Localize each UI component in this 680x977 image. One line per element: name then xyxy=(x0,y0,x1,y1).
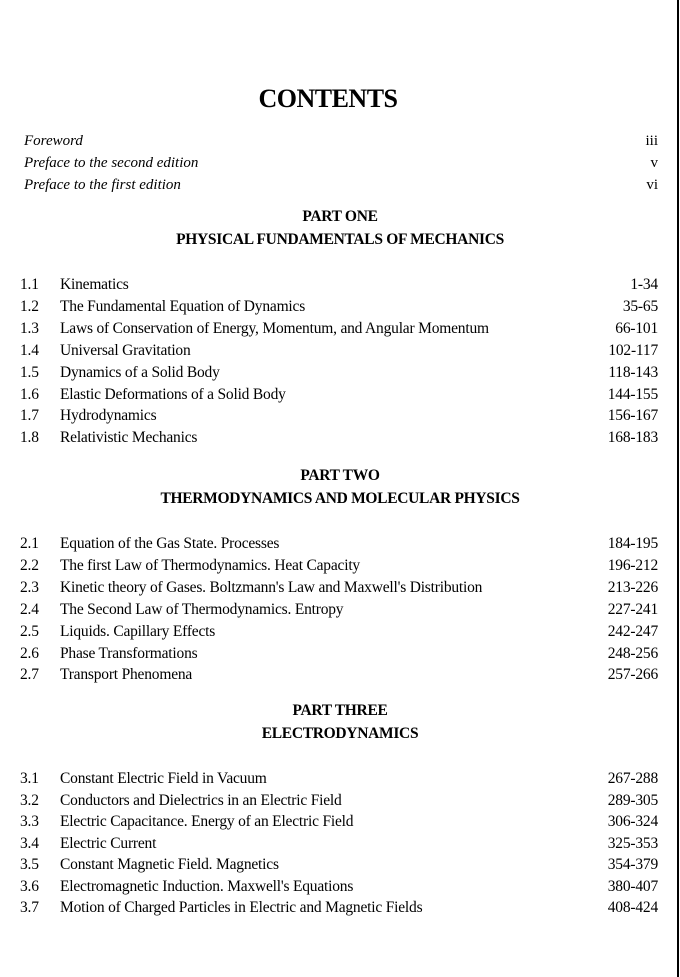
part-name: THERMODYNAMICS AND MOLECULAR PHYSICS xyxy=(160,490,520,507)
toc-entry[interactable] xyxy=(20,770,658,790)
entry-title: Preface to the second edition xyxy=(24,155,199,171)
section-number: 3.3 xyxy=(20,813,39,830)
section-number: 1.5 xyxy=(20,363,39,381)
section-title: Phase Transformations xyxy=(60,644,198,662)
entry-title: Preface to the first edition xyxy=(24,177,181,193)
section-number: 2.4 xyxy=(20,600,39,618)
page-range: 408-424 xyxy=(607,899,658,916)
page-range: 196-212 xyxy=(607,556,658,574)
section-title: Transport Phenomena xyxy=(60,666,193,684)
toc-entry[interactable] xyxy=(20,899,658,919)
section-number: 1.4 xyxy=(20,341,39,359)
entry-page: v xyxy=(650,155,658,171)
page-range: 242-247 xyxy=(607,622,658,640)
entry-page: iii xyxy=(645,133,658,149)
toc-entry[interactable] xyxy=(20,386,658,406)
part-name: PHYSICAL FUNDAMENTALS OF MECHANICS xyxy=(176,231,504,248)
section-title: Equation of the Gas State. Processes xyxy=(60,535,280,552)
section-title: Conductors and Dielectrics in an Electric Field xyxy=(60,791,342,809)
section-title: Constant Magnetic Field. Magnetics xyxy=(60,856,279,873)
section-number: 2.2 xyxy=(20,556,39,574)
section-title: Liquids. Capillary Effects xyxy=(60,622,216,640)
section-title: Electromagnetic Induction. Maxwell's Equations xyxy=(60,877,354,895)
section-title: Elastic Deformations of a Solid Body xyxy=(60,385,286,403)
toc-entry[interactable] xyxy=(20,878,658,898)
entry-title: Foreword xyxy=(24,133,83,149)
section-title: Motion of Charged Particles in Electric and Magnetic Fields xyxy=(60,899,423,916)
section-number: 1.7 xyxy=(20,407,39,425)
section-title: The Second Law of Thermodynamics. Entropy xyxy=(60,600,344,618)
page-range: 248-256 xyxy=(607,644,658,662)
front-matter-entry[interactable] xyxy=(24,177,658,197)
page-range: 184-195 xyxy=(607,535,658,552)
toc-entry[interactable] xyxy=(20,364,658,384)
page-range: 354-379 xyxy=(607,856,658,873)
section-title: The Fundamental Equation of Dynamics xyxy=(60,297,306,315)
page-range: 325-353 xyxy=(607,834,658,852)
page-range: 144-155 xyxy=(607,385,658,403)
toc-entry[interactable] xyxy=(20,407,658,427)
toc-entry[interactable] xyxy=(20,856,658,876)
section-number: 2.1 xyxy=(20,535,39,552)
page-range: 102-117 xyxy=(608,341,658,359)
toc-entry[interactable] xyxy=(20,298,658,318)
page-range: 1-34 xyxy=(630,276,658,293)
toc-entry[interactable] xyxy=(20,792,658,812)
entry-page: vi xyxy=(646,177,658,193)
section-number: 1.1 xyxy=(20,276,39,293)
section-number: 2.7 xyxy=(20,666,39,684)
section-title: Laws of Conservation of Energy, Momentum, and Angular Momentum xyxy=(60,319,489,337)
toc-entry[interactable] xyxy=(20,645,658,665)
front-matter-entry[interactable] xyxy=(24,155,658,175)
page-range: 267-288 xyxy=(607,770,658,787)
page-range: 227-241 xyxy=(607,600,658,618)
front-matter-entry[interactable] xyxy=(24,133,658,153)
section-title: Kinetic theory of Gases. Boltzmann's Law and Maxwell's Distribution xyxy=(60,578,483,596)
toc-entry[interactable] xyxy=(20,666,658,686)
section-number: 2.5 xyxy=(20,622,39,640)
toc-entry[interactable] xyxy=(20,601,658,621)
toc-entry[interactable] xyxy=(20,835,658,855)
section-number: 3.1 xyxy=(20,770,39,787)
page-title: CONTENTS xyxy=(258,84,398,113)
section-number: 1.3 xyxy=(20,319,39,337)
section-number: 1.2 xyxy=(20,297,39,315)
section-number: 2.6 xyxy=(20,644,39,662)
page-range: 289-305 xyxy=(607,791,658,809)
section-number: 3.5 xyxy=(20,856,39,873)
section-title: Dynamics of a Solid Body xyxy=(60,363,220,381)
section-title: Universal Gravitation xyxy=(60,341,191,359)
toc-entry[interactable] xyxy=(20,579,658,599)
page-range: 306-324 xyxy=(607,813,658,830)
section-title: Hydrodynamics xyxy=(60,407,157,425)
section-number: 3.7 xyxy=(20,899,39,916)
section-title: Electric Capacitance. Energy of an Electric Field xyxy=(60,813,354,830)
part-heading: PART ONE xyxy=(302,208,378,225)
toc-entry[interactable] xyxy=(20,623,658,643)
toc-entry[interactable] xyxy=(20,557,658,577)
page-edge-line xyxy=(677,0,679,977)
part-heading: PART TWO xyxy=(300,467,380,484)
section-title: Kinematics xyxy=(60,276,129,293)
page-range: 35-65 xyxy=(622,297,658,315)
section-title: Electric Current xyxy=(60,834,157,852)
toc-entry[interactable] xyxy=(20,813,658,833)
page-range: 257-266 xyxy=(607,666,658,684)
toc-entry[interactable] xyxy=(20,535,658,555)
page-range: 168-183 xyxy=(607,429,658,447)
section-number: 3.6 xyxy=(20,877,39,895)
page-range: 156-167 xyxy=(607,407,658,425)
toc-entry[interactable] xyxy=(20,429,658,449)
part-heading: PART THREE xyxy=(292,702,388,719)
page-range: 380-407 xyxy=(607,877,658,895)
toc-entry[interactable] xyxy=(20,276,658,296)
page-range: 213-226 xyxy=(607,578,658,596)
page-range: 118-143 xyxy=(608,363,658,381)
section-title: The first Law of Thermodynamics. Heat Capacity xyxy=(60,556,360,574)
section-number: 3.4 xyxy=(20,834,39,852)
section-number: 1.6 xyxy=(20,385,39,403)
section-title: Relativistic Mechanics xyxy=(60,429,198,447)
page-range: 66-101 xyxy=(615,319,658,337)
part-name: ELECTRODYNAMICS xyxy=(261,725,419,742)
section-number: 1.8 xyxy=(20,429,39,447)
section-number: 2.3 xyxy=(20,578,39,596)
toc-entry[interactable] xyxy=(20,342,658,362)
toc-entry[interactable] xyxy=(20,320,658,340)
section-number: 3.2 xyxy=(20,791,39,809)
section-title: Constant Electric Field in Vacuum xyxy=(60,770,267,787)
